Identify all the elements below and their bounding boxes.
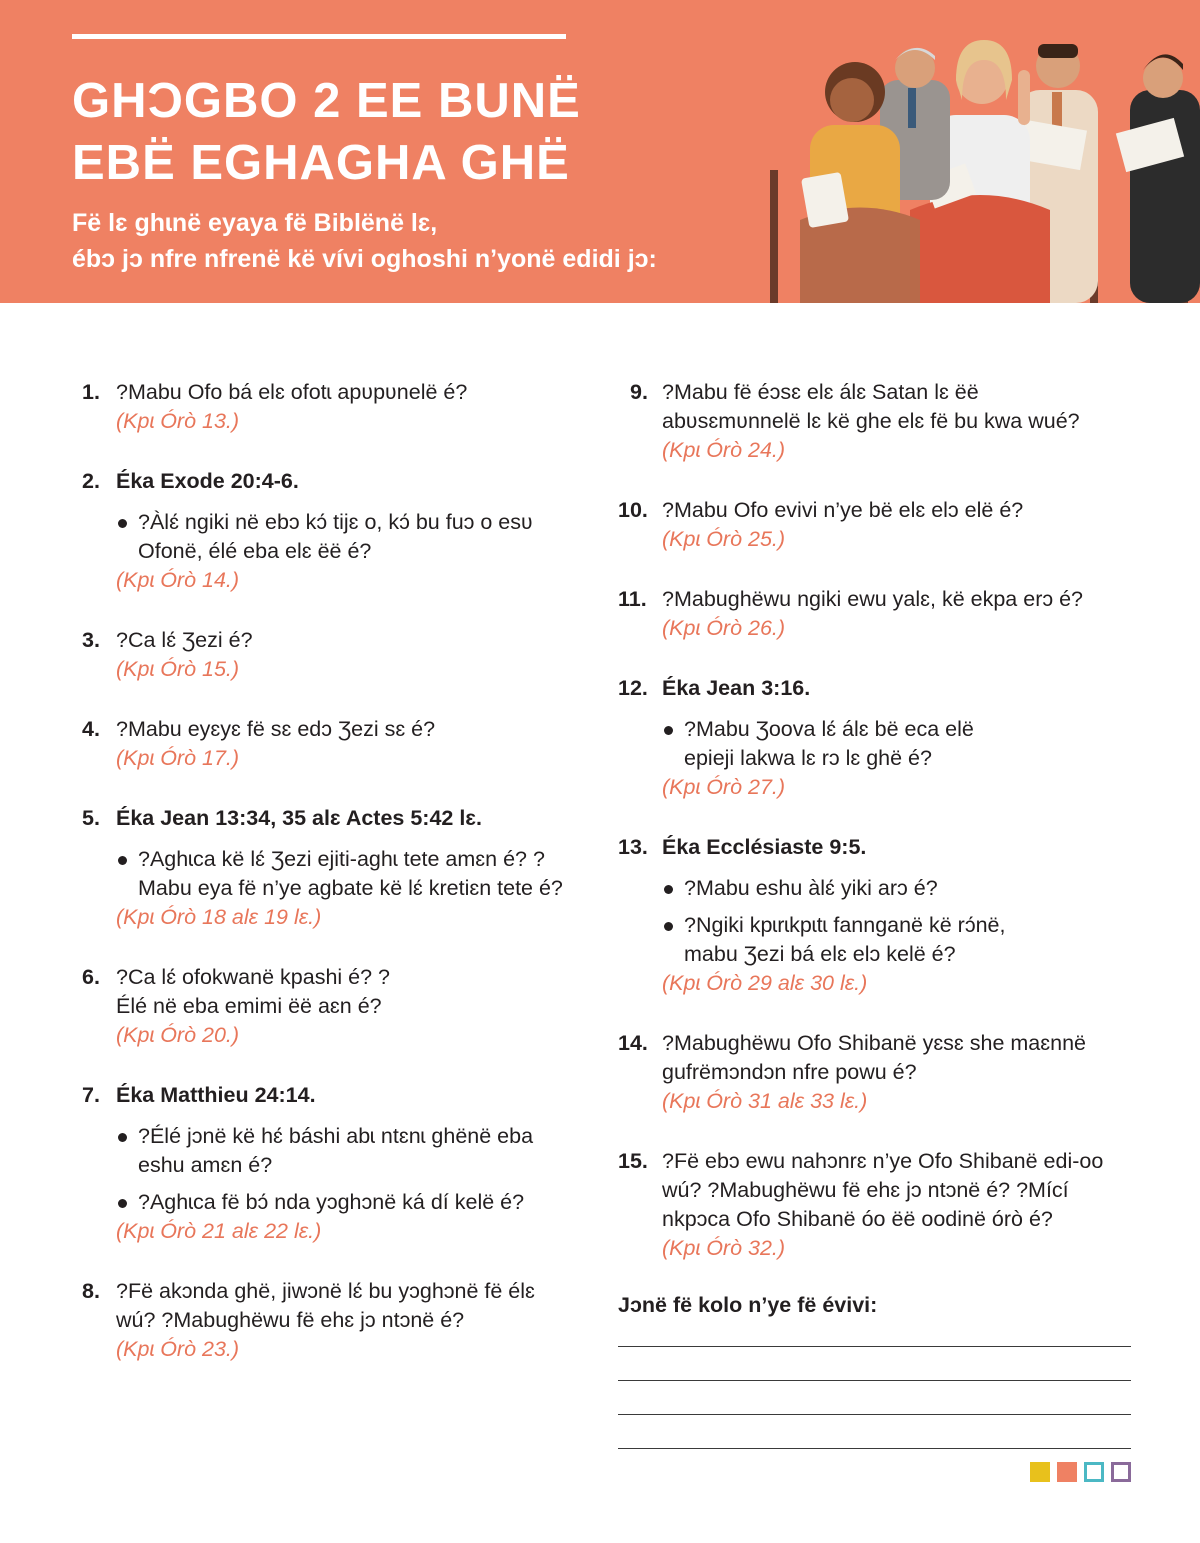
question-text: ?Mabughëwu ngiki ewu yalɛ, kë ekpa erɔ é?: [662, 587, 1083, 611]
questions-column-right: [618, 378, 1138, 1449]
bullet-list: [116, 845, 582, 903]
bullet-item: ?Aghɩca fë bɔ́ nda yɔghɔnë ká dí kelë é?: [116, 1188, 582, 1217]
question-5: [82, 804, 582, 932]
note-line[interactable]: [618, 1448, 1131, 1449]
lesson-reference: (Kpɩ Órò 25.): [662, 527, 786, 551]
bullet-item: ?Mabu Ʒoova lɛ́ álɛ bë eca elë epieji lakwa lɛ rɔ lɛ ghë é?: [662, 715, 984, 773]
lesson-reference: (Kpɩ Órò 15.): [116, 657, 240, 681]
page-title: [72, 70, 632, 194]
question-text: ?Mabughëwu Ofo Shibanë yɛsɛ she maɛnnë gufrëmɔndɔn nfre powu é?: [662, 1031, 1086, 1084]
decor-square-yellow: [1030, 1462, 1050, 1482]
question-number: 12.: [618, 676, 648, 700]
question-10: [618, 496, 1138, 554]
question-13: [618, 833, 1138, 998]
question-14: [618, 1029, 1138, 1116]
question-text: ?Mabu Ofo bá elɛ ofotɩ apʋpʋnelë é?: [116, 380, 468, 404]
question-2: [82, 467, 582, 595]
lesson-reference: (Kpɩ Órò 32.): [662, 1236, 786, 1260]
header-banner: [0, 0, 1200, 303]
question-6: [82, 963, 582, 1050]
question-7: [82, 1081, 582, 1246]
question-number: 1.: [82, 380, 100, 404]
audience-illustration: [760, 30, 1200, 303]
bullet-list: [662, 874, 1138, 969]
bullet-list: [116, 508, 582, 566]
question-number: 6.: [82, 965, 100, 989]
question-number: 2.: [82, 469, 100, 493]
subtitle-line-2: ébɔ jɔ nfre nfrenë kë vívi oghoshi n’yonë edidi jɔ:: [72, 245, 657, 273]
lesson-reference: (Kpɩ Órò 29 alɛ 30 lɛ.): [662, 971, 868, 995]
question-4: [82, 715, 582, 773]
questions-column-left: [82, 378, 582, 1364]
question-number: 10.: [618, 498, 648, 522]
question-9: [618, 378, 1138, 465]
question-1: [82, 378, 582, 436]
lesson-reference: (Kpɩ Órò 27.): [662, 775, 786, 799]
question-text: Éka Ecclésiaste 9:5.: [662, 835, 867, 859]
lesson-reference: (Kpɩ Órò 31 alɛ 33 lɛ.): [662, 1089, 868, 1113]
question-text: Éka Jean 3:16.: [662, 676, 811, 700]
bullet-item: ?Àlɛ́ ngiki në ebɔ kɔ́ tijɛ o, kɔ́ bu fuɔ o esʋ Ofonë, élé eba elɛ ëë é?: [116, 508, 582, 566]
decor-square-purple-outline: [1111, 1462, 1131, 1482]
bullet-item: ?Aghɩca kë lɛ́ Ʒezi ejiti-aghɩ tete amɛn é? ?Mabu eya fë n’ye agbate kë lɛ́ kretiɛn tete é?: [116, 845, 582, 903]
question-text: ?Ca lɛ́ Ʒezi é?: [116, 628, 253, 652]
bullet-list: [116, 1122, 582, 1217]
question-number: 14.: [618, 1031, 648, 1055]
lesson-reference: (Kpɩ Órò 18 alɛ 19 lɛ.): [116, 905, 322, 929]
question-text: ?Ca lɛ́ ofokwanë kpashi é? ?Élé në eba emimi ëë aɛn é?: [116, 965, 390, 1018]
question-number: 11.: [618, 587, 647, 611]
lesson-reference: (Kpɩ Órò 21 alɛ 22 lɛ.): [116, 1219, 322, 1243]
lesson-reference: (Kpɩ Órò 14.): [116, 568, 240, 592]
lesson-reference: (Kpɩ Órò 17.): [116, 746, 240, 770]
notes-label: Jɔnë fë kolo n’ye fë évivi:: [618, 1293, 878, 1317]
question-number: 3.: [82, 628, 100, 652]
question-11: [618, 585, 1138, 643]
question-text: Éka Jean 13:34, 35 alɛ Actes 5:42 lɛ.: [116, 806, 482, 830]
title-line-2: EBË EGHAGHA GHË: [72, 136, 570, 190]
question-number: 4.: [82, 717, 100, 741]
question-number: 13.: [618, 835, 648, 859]
lesson-reference: (Kpɩ Órò 26.): [662, 616, 786, 640]
question-text: Éka Matthieu 24:14.: [116, 1083, 316, 1107]
question-number: 15.: [618, 1149, 648, 1173]
question-number: 5.: [82, 806, 100, 830]
lesson-reference: (Kpɩ Órò 20.): [116, 1023, 240, 1047]
subtitle-line-1: Fë lɛ ghɩnë eyaya fë Biblënë lɛ,: [72, 209, 438, 237]
question-12: [618, 674, 1138, 802]
decor-square-teal-outline: [1084, 1462, 1104, 1482]
note-line[interactable]: [618, 1380, 1131, 1381]
bullet-item: ?Élé jɔnë kë hɛ́ báshi abɩ ntɛnɩ ghënë eba eshu amɛn é?: [116, 1122, 582, 1180]
question-3: [82, 626, 582, 684]
header-rule: [72, 34, 566, 39]
bullet-item: ?Ngiki kpɩrɩkpɩtɩ fannganë kë rɔ́në, mabu Ʒezi bá elɛ elɔ kelë é?: [662, 911, 1044, 969]
note-line[interactable]: [618, 1414, 1131, 1415]
question-text: ?Mabu eyɛyɛ fë sɛ edɔ Ʒezi sɛ é?: [116, 717, 436, 741]
question-number: 9.: [630, 380, 648, 404]
decor-square-coral: [1057, 1462, 1077, 1482]
question-15: [618, 1147, 1138, 1263]
title-line-1: GHƆGBO 2 EE BUNË: [72, 74, 581, 128]
question-number: 8.: [82, 1279, 100, 1303]
question-text: ?Mabu Ofo evivi n’ye bë elɛ elɔ elë é?: [662, 498, 1024, 522]
lesson-reference: (Kpɩ Órò 13.): [116, 409, 240, 433]
question-text: ?Fë ebɔ ewu nahɔnrɛ n’ye Ofo Shibanë edi-oo wú? ?Mabughëwu fë ehɛ jɔ ntɔnë é? ?Mící nkpɔca Ofo Shibanë óo ëë oodinë órò é?: [662, 1149, 1104, 1231]
lesson-reference: (Kpɩ Órò 24.): [662, 438, 786, 462]
question-text: ?Mabu fë éɔsɛ elɛ álɛ Satan lɛ ëë abʋsɛmʋnnelë lɛ kë ghe elɛ fë bu kwa wué?: [662, 380, 1080, 433]
question-number: 7.: [82, 1083, 100, 1107]
bullet-item: ?Mabu eshu àlɛ́ yiki arɔ é?: [662, 874, 1138, 903]
person-5: [1116, 54, 1200, 303]
lesson-reference: (Kpɩ Órò 23.): [116, 1337, 240, 1361]
note-line[interactable]: [618, 1346, 1131, 1347]
page-subtitle: [72, 205, 712, 277]
question-8: [82, 1277, 582, 1364]
bullet-list: [662, 715, 1138, 773]
question-text: ?Fë akɔnda ghë, jiwɔnë lɛ́ bu yɔghɔnë fë élɛ wú? ?Mabughëwu fë ehɛ jɔ ntɔnë é?: [116, 1279, 535, 1332]
question-text: Éka Exode 20:4-6.: [116, 469, 299, 493]
